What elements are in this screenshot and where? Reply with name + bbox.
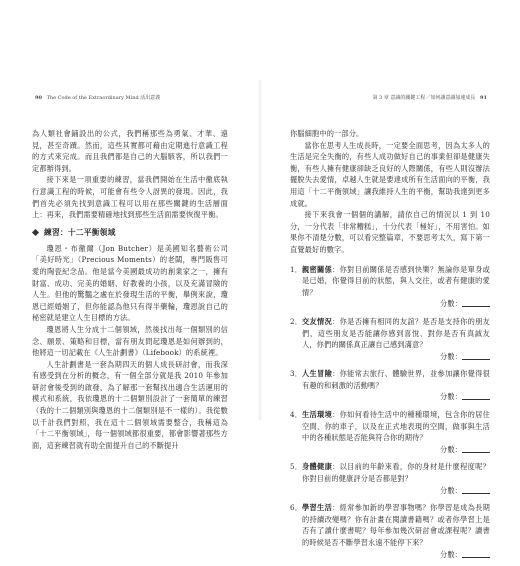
score-label: 分數： — [439, 392, 462, 402]
list-item — [290, 264, 490, 310]
list-item — [290, 461, 490, 496]
question-text: ：經常參加新的學習事物嗎？你學習是成為長期的持續改變嗎？你有計畫在閱讀書籍嗎？或者你學習上是否有了讀什麼書呢？每年參加幾次研討會或課程呢？讀書的時候是否不斷學習永遠不能停下來？ — [302, 503, 490, 547]
score-blank[interactable] — [462, 351, 490, 360]
paragraph: 當你在思考人生成長時，一定要全面思考，因為太多人的生活是完全失衡的，有些人成功做好自己的事業但卻是健康失衡，有些人擁有健康卻缺乏良好的人際關係，有些人則沒辦法擺脫失去愛情，卓越人生就是要達成所有生活面向的平衡，我用這「十二平衡領域」讓我維持人生的平衡，幫助我達到更多成就。 — [290, 140, 490, 208]
book-subtitle: 活出意義 — [140, 95, 161, 101]
question-title: 交友情況 — [302, 316, 333, 326]
left-running-head — [32, 95, 160, 102]
question-number: 5． — [290, 462, 303, 472]
question-title: 人生冒險 — [302, 369, 333, 379]
paragraph: 瓊恩將人生分成十二個領域，然後找出每一個類別的信念、願景、策略和目標，當有朋友問起瓊恩是如何辦到的，他將這一切記載在《人生計劃書》（Lifebook）的系統裡。 — [32, 324, 228, 358]
question-list — [290, 264, 490, 561]
question-text: ：你對目前關係是否感到快樂？無論你是單身或是已婚，你覺得目前的狀態，與人交往，或者有健康的愛情？ — [302, 264, 490, 297]
left-page — [0, 0, 260, 500]
score-label: 分數： — [439, 299, 462, 309]
left-page-number: 90 — [35, 95, 42, 101]
book-title: The Code of the Extraordinary Mind — [46, 95, 139, 101]
score-field — [302, 549, 490, 561]
section-heading — [32, 227, 228, 239]
paragraph: 你腦細胞中的一部分。 — [290, 129, 364, 138]
diamond-bullet-icon — [32, 229, 39, 236]
score-field — [302, 444, 490, 456]
question-title: 身體健康 — [302, 462, 333, 472]
score-blank[interactable] — [462, 485, 490, 494]
section-title: 練習：十二平衡領域 — [44, 227, 116, 237]
question-number: 2． — [290, 316, 303, 326]
chapter-title: 意識的關鍵工程／如何讓意識加速成長 — [390, 95, 476, 101]
paragraph: 瓊恩・布徹爾（Jon Butcher）是美國知名藝術公司「美好時光」（Precious Moments）的老闆，專門販售可愛的陶瓷紀念品。他是當今美國最成功的創業家之一，擁有財富、成功、完美的婚姻、好教養的小孩，以及充滿冒險的人生。但他的驚豔之處在於發現生活的平衡，舉例來說，瓊恩已經婚姻了，但你能認為他只有得半藥輪，瓊恩說自己的秘密就是建立人生目標的方法。 — [32, 243, 228, 323]
paragraph: 為人類社會鋪設出的公式，我們稱那些為勇氣、才華、遠見，甚至奇蹟。然而，這些其實都可藉由定期進行意識工程的方式來完成。而且我們都是自己的大腦駭客，所以我們一定都辦得到。 — [32, 129, 228, 173]
right-running-head — [372, 95, 490, 102]
score-label: 分數： — [439, 485, 462, 495]
score-blank[interactable] — [462, 298, 490, 307]
question-text: ：你如何看待生活中的種種環境，包含你的居住空間、你的車子，以及在正式地表現的空間，做事與生活中的各種狀態是否能與符合你的期待？ — [302, 410, 490, 443]
question-text: ：以目前的年齡來看，你的身材是什麼程度呢？你對目前的健康評分是否都是對？ — [302, 462, 490, 484]
score-field — [302, 485, 490, 497]
paragraph: 接下來我會一個個的講解，請依自己的情況以 1 到 10 分，一分代表「非常糟糕」，十分代表「極好」，不用害怕。如果你不清楚分數，可以看完整篇章，不要思考太久，寫下第一直覺最好的數字。 — [290, 210, 490, 254]
list-item — [290, 502, 490, 560]
right-page-number: 91 — [480, 95, 487, 101]
right-page — [260, 0, 520, 559]
list-item — [290, 316, 490, 362]
score-label: 分數： — [439, 351, 462, 361]
paragraph: 接下來是一項重要的練習，當我們開始在生活中徹底執行意識工程的時候，可能會有些令人訝異的發現。因此，我們首先必須先找到意識工程可以用在那些關鍵的生活層面上：再來，我們需要精確地找到那些生活面需要恢復平衡。 — [32, 175, 228, 220]
score-blank[interactable] — [462, 444, 490, 453]
question-text: ：你能常去旅行、體驗世界，並參加讓你覺得很有趣的和刺激的活動嗎？ — [302, 369, 490, 390]
question-number: 1． — [290, 264, 303, 274]
question-number: 4． — [290, 410, 303, 420]
question-number: 3． — [290, 369, 303, 379]
question-title: 生活環境 — [302, 410, 333, 420]
score-blank[interactable] — [462, 391, 490, 400]
score-label: 分數： — [439, 444, 462, 454]
question-title: 學習生活 — [302, 503, 333, 513]
score-blank[interactable] — [462, 549, 490, 558]
question-text: ：你是否擁有相同的友誼？是否是支持你的朋友們，這些朋友是否能讓你感到喜悅、對你是否有真誠友人，你們的關係真正讓自己感到滿意？ — [302, 316, 490, 350]
score-field — [302, 298, 490, 310]
chapter-label: 第 3 章 — [372, 95, 389, 101]
list-item — [290, 368, 490, 403]
list-item — [290, 409, 490, 455]
left-body-text — [32, 128, 228, 451]
question-number: 6． — [290, 503, 303, 513]
score-field — [302, 351, 490, 363]
right-body-text — [290, 128, 490, 566]
score-label: 分數： — [439, 549, 462, 559]
score-field — [302, 391, 490, 403]
question-title: 親密關係 — [302, 264, 333, 274]
paragraph: 人生計劃書是一套為期四天的個人成長研討會，而我深有感受到在分析的概念，有一個全部分就是我 2010 年參加研討會後受到的啟發，為了解那一套幫找出適合生活運用的模式和系統，我依瓊恩的十二個類別設計了一套簡單的練習（我的十二個類別與瓊恩的十二個類別是不一樣的）。我從數以千計我們對照，我在這十二個領域需要整合，我稱這為「十二平衡領域」，每一個領域都很重要，都會影響著那些方面，這套練習就有助全面提升自己的不斷提升 — [32, 359, 228, 450]
